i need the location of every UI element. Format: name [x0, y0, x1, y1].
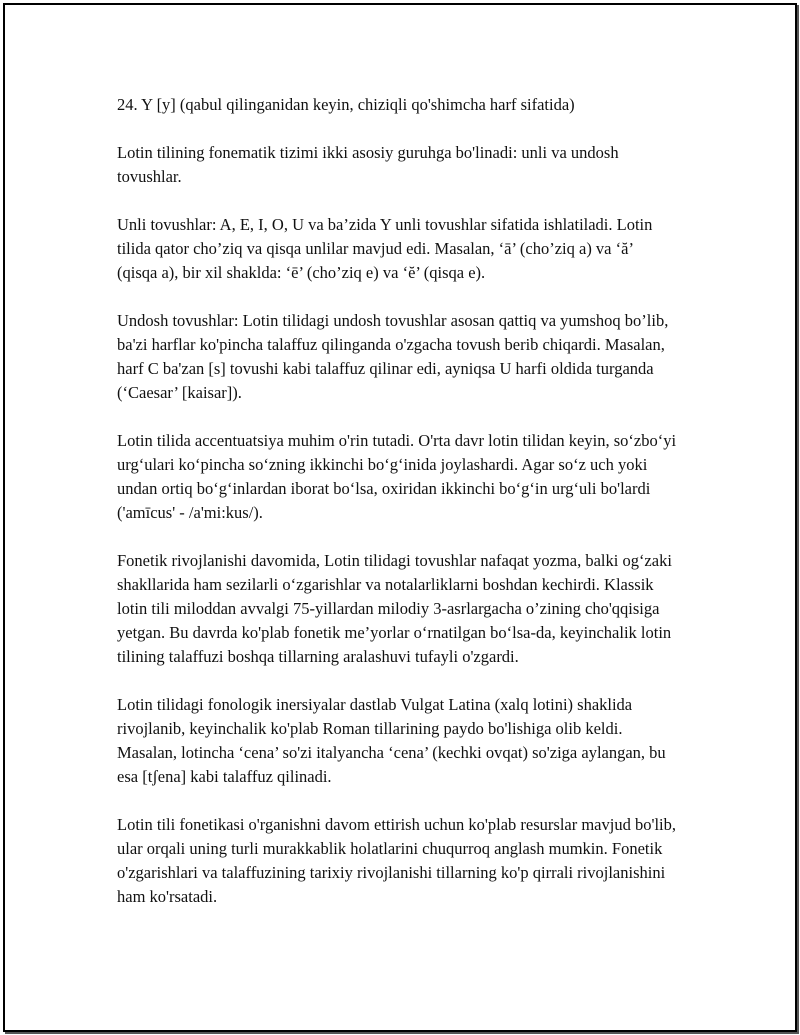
paragraph-phonemic-system: Lotin tilining fonematik tizimi ikki asosiy guruhga bo'linadi: unli va undosh tovushlar. — [117, 143, 619, 186]
paragraph-phonetic-development: Fonetik rivojlanishi davomida, Lotin tilidagi tovushlar nafaqat yozma, balki og‘zaki shakllarida ham sezilarli o‘zgarishlar va notalarliklarni boshdan kechirdi. Klassik lotin tili miloddan avvalgi 75-yillardan milodiy 3-asrlargacha o’zining cho'qqisiga yetgan. Bu davrda ko'plab fonetik me’yorlar o‘rnatilgan bo‘lsa-da, keyinchalik lotin tilining talaffuzi boshqa tillarning aralashuvi tufayli o'zgardi. — [117, 551, 672, 666]
paragraph-accentuation: Lotin tilida accentuatsiya muhim o'rin tutadi. O'rta davr lotin tilidan keyin, so‘zbo‘yi urg‘ulari ko‘pincha so‘zning ikkinchi bo‘g‘inida joylashardi. Agar so‘z uch yoki undan ortiq bo‘g‘inlardan iborat bo‘lsa, oxiridan ikkinchi bo‘g‘in urg‘uli bo'lardi ('amīcus' - /a'mi:kus/). — [117, 431, 677, 522]
paragraph-vowels: Unli tovushlar: A, E, I, O, U va ba’zida Y unli tovushlar sifatida ishlatiladi. Lotin tilida qator cho’ziq va qisqa unlilar mavjud edi. Masalan, ‘ā’ (cho’ziq a) va ‘ă’ (qisqa a), bir xil shaklda: ‘ē’ (cho’ziq e) va ‘ĕ’ (qisqa e). — [117, 215, 653, 282]
paragraph-resources: Lotin tili fonetikasi o'rganishni davom ettirish uchun ko'plab resurslar mavjud bo'lib, ular orqali uning turli murakkablik holatlarini chuqurroq anglash mumkin. Fonetik o'zgarishlari va talaffuzining tarixiy rivojlanishi tillarning ko'p qirrali rivojlanishini ham ko'rsatadi. — [117, 815, 676, 906]
paragraph-item-heading: 24. Y [y] (qabul qilinganidan keyin, chiziqli qo'shimcha harf sifatida) — [117, 95, 575, 114]
paragraph-vulgar-latin: Lotin tilidagi fonologik inersiyalar dastlab Vulgat Latina (xalq lotini) shaklida rivojlanib, keyinchalik ko'plab Roman tillarining paydo bo'lishiga olib keldi. Masalan, lotincha ‘cena’ so'zi italyancha ‘cena’ (kechki ovqat) so'ziga aylangan, bu esa [tʃena] kabi talaffuz qilinadi. — [117, 695, 666, 786]
paragraph-consonants: Undosh tovushlar: Lotin tilidagi undosh tovushlar asosan qattiq va yumshoq bo’lib, ba'zi harflar ko'pincha talaffuz qilinganda o'zgacha tovush berib chiqardi. Masalan, harf C ba'zan [s] tovushi kabi talaffuz qilinar edi, ayniqsa U harfi oldida turganda (‘Caesar’ [kaisar]). — [117, 311, 669, 402]
document-body — [117, 93, 677, 933]
